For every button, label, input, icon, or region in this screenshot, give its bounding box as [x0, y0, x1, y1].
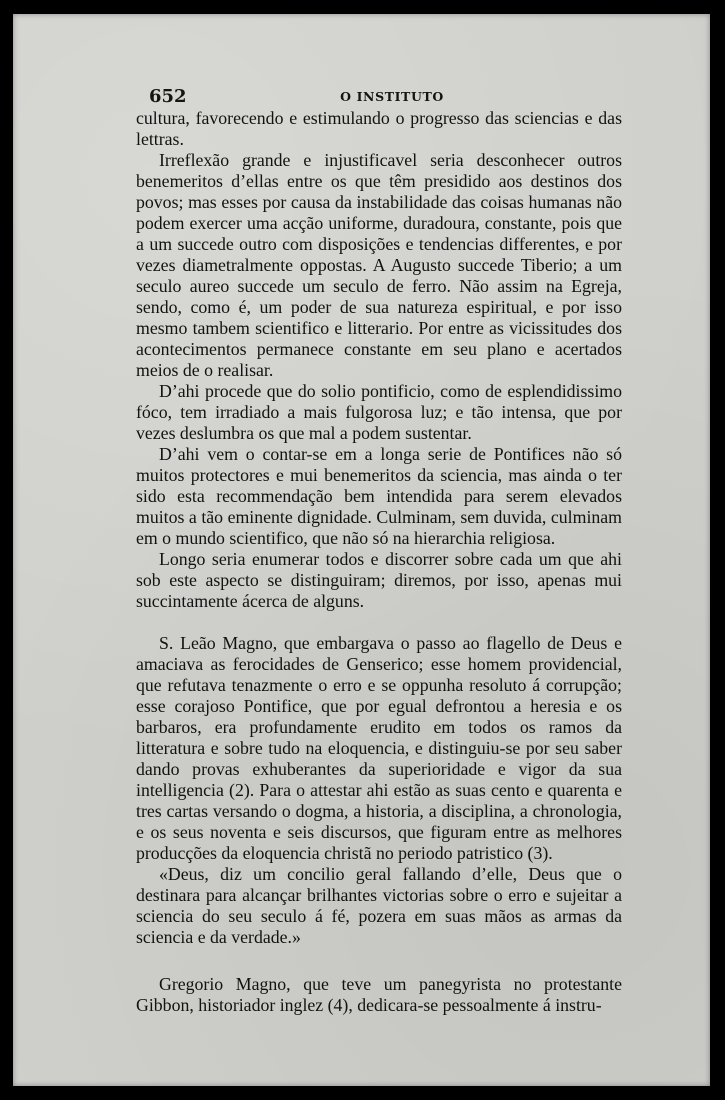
section-gap — [136, 948, 622, 974]
paragraph: S. Leão Magno, que embargava o passo ao flagello de Deus e amaciava as ferocidades de Genserico; esse homem providencial, que refutava tenazmente o erro e se oppunha resoluto á corrupção; esse corajoso Pontifice, que por egual defrontou a heresia e os barbaros, era profundamente erudito em todos os ramos da litteratura e sobre tudo na eloquencia, e distinguiu-se por seu saber dando provas exhuberantes da superioridade e vigor da sua intelligencia (2). Para o attestar ahi estão as suas cento e quarenta e tres cartas versando o dogma, a historia, a disciplina, a chronologia, e os seus noventa e seis discursos, que figuram entre as melhores producções da eloquencia christã no periodo patristico (3). — [136, 633, 622, 863]
section-gap — [136, 612, 622, 633]
paragraph: cultura, favorecendo e estimulando o progresso das sciencias e das lettras. — [136, 108, 622, 149]
paragraph: Longo seria enumerar todos e discorrer sobre cada um que ahi sob este aspecto se distinguiram; diremos, por isso, apenas mui succintamente ácerca de alguns. — [136, 549, 622, 611]
page-number: 652 — [149, 86, 187, 107]
paragraph: Gregorio Magno, que teve um panegyrista no protestante Gibbon, historiador inglez (4), dedicara-se pessoalmente á instru- — [136, 974, 622, 1015]
body-text — [136, 108, 622, 1016]
paragraph: «Deus, diz um concilio geral fallando d’elle, Deus que o destinara para alcançar brilhantes victorias sobre o erro e sujeitar a sciencia do seu seculo á fé, pozera em suas mãos as armas da sciencia e da verdade.» — [136, 864, 622, 947]
paragraph: D’ahi procede que do solio pontificio, como de esplendidissimo fóco, tem irradiado a mais fulgorosa luz; e tão intensa, que por vezes deslumbra os que mal a podem sustentar. — [136, 381, 622, 443]
running-title: O INSTITUTO — [340, 89, 444, 104]
paragraph: D’ahi vem o contar-se em a longa serie de Pontifices não só muitos protectores e mui benemeritos da sciencia, mas ainda o ter sido esta recommendação bem intendida para serem elevados muitos a tão eminente dignidade. Culminam, sem duvida, culminam em o mundo scientifico, que não só na hierarchia religiosa. — [136, 444, 622, 548]
paragraph: Irreflexão grande e injustificavel seria desconhecer outros benemeritos d’ellas entre os que têm presidido aos destinos dos povos; mas esses por causa da instabilidade das coisas humanas não podem exercer uma acção uniforme, duradoura, constante, pois que a um succede outro com disposições e tendencias differentes, e por vezes diametralmente oppostas. A Augusto succede Tiberio; a um seculo aureo succede um seculo de ferro. Não assim na Egreja, sendo, como é, um poder de sua natureza espiritual, e por isso mesmo tambem scientifico e litterario. Por entre as vicissitudes dos acontecimentos permanece constante em seu plano e acertados meios de o realisar. — [136, 150, 622, 380]
